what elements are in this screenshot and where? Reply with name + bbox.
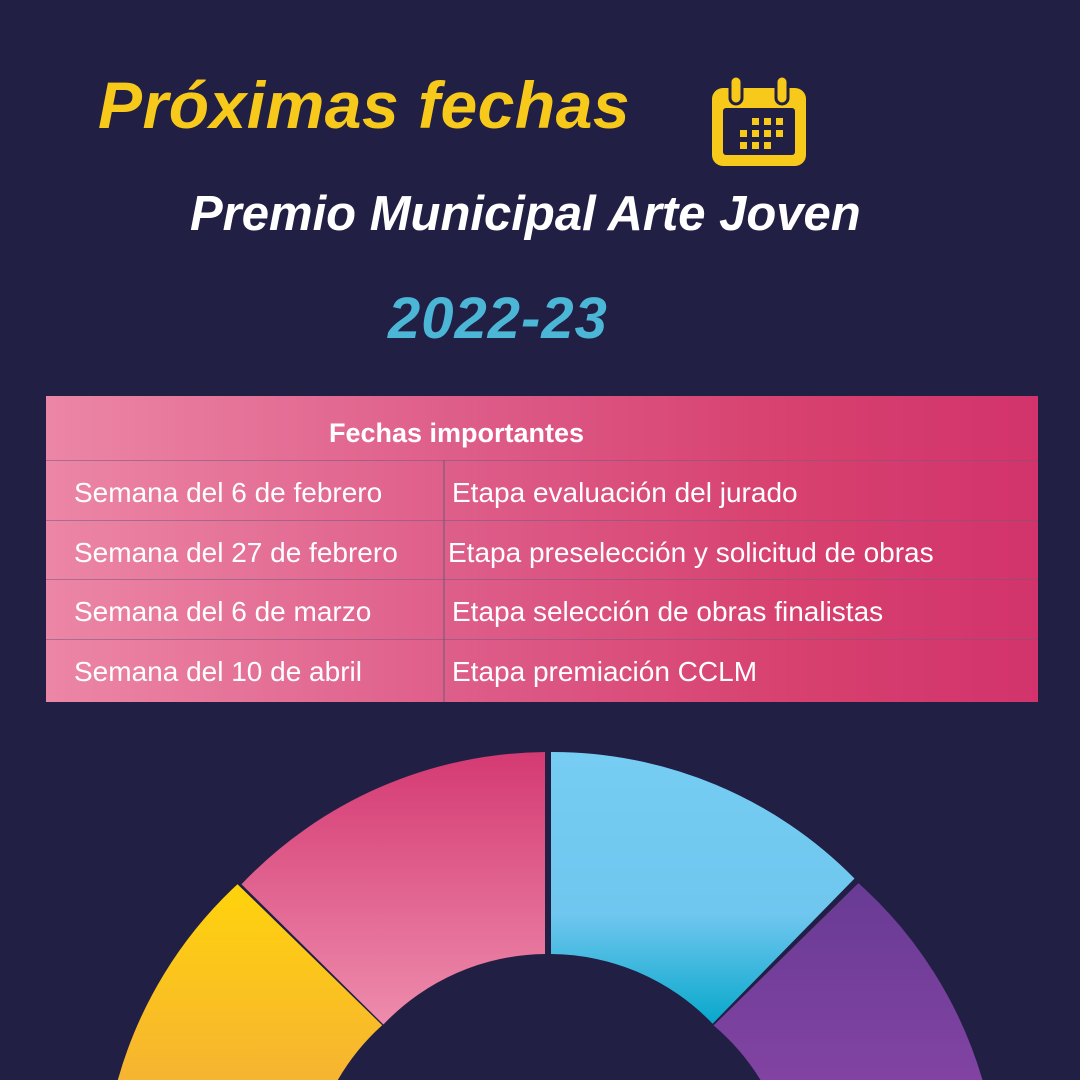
row-date: Semana del 6 de marzo [74, 596, 372, 627]
decorative-wheel [0, 740, 1080, 1080]
calendar-icon [708, 74, 810, 170]
table-header-label: Fechas importantes [329, 418, 585, 448]
row-date: Semana del 10 de abril [74, 656, 362, 687]
table-row [46, 579, 1038, 639]
table-row [46, 520, 1038, 580]
row-stage: Etapa selección de obras finalistas [452, 596, 884, 627]
row-stage: Etapa premiación CCLM [452, 656, 758, 687]
row-date: Semana del 6 de febrero [74, 477, 383, 508]
table-row [46, 639, 1038, 699]
table-row [46, 460, 1038, 520]
dates-table [46, 396, 1038, 702]
row-stage: Etapa evaluación del jurado [452, 477, 798, 508]
table-header [46, 396, 1038, 460]
page-subtitle: Premio Municipal Arte Joven [190, 187, 861, 241]
year-label: 2022-23 [388, 286, 608, 351]
page-title: Próximas fechas [98, 68, 631, 142]
row-date: Semana del 27 de febrero [74, 537, 398, 568]
row-stage: Etapa preselección y solicitud de obras [448, 537, 934, 568]
